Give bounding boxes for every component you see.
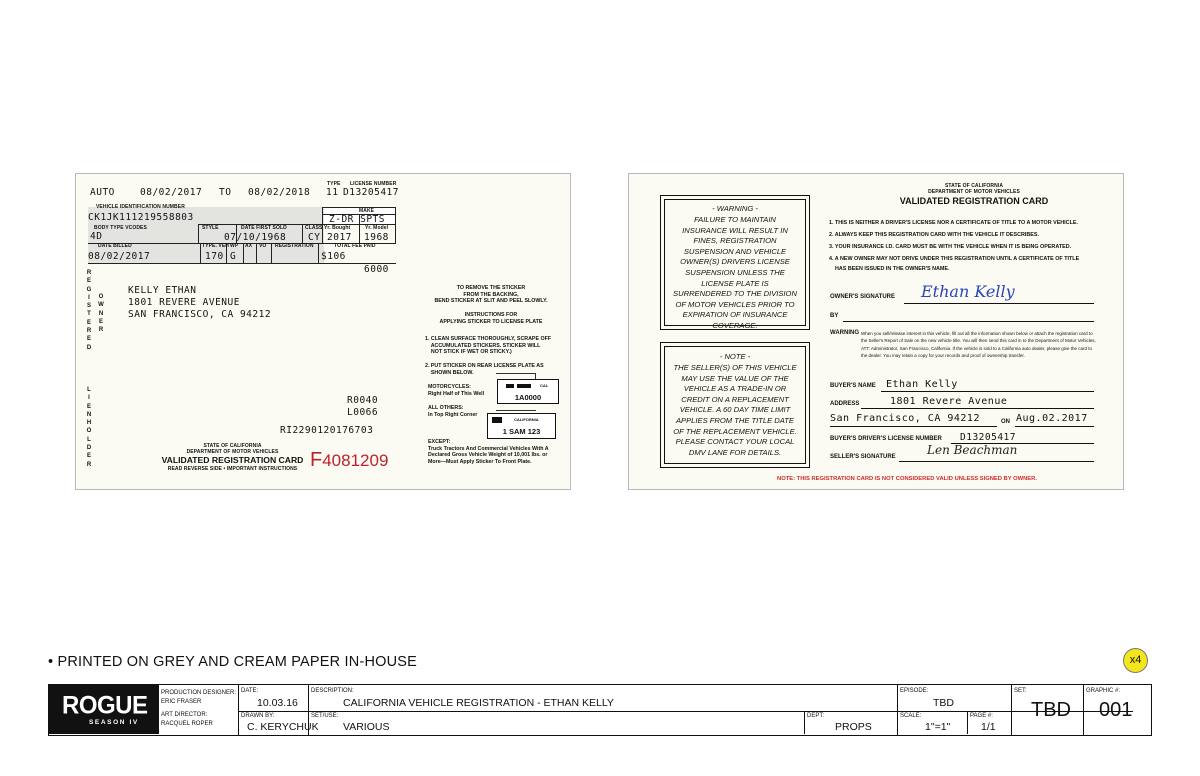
cell-divider [1083, 685, 1084, 735]
leader-line [496, 410, 536, 411]
production-designer-label: PRODUCTION DESIGNER: [161, 690, 237, 696]
drawn-by-value: C. KERYCHUK [247, 721, 319, 733]
yr-model-value: 1968 [364, 232, 389, 243]
body-type-label: BODY TYPE VCODES [94, 225, 147, 231]
note-title: - NOTE - [719, 352, 751, 361]
buyer-name: Ethan Kelly [886, 379, 958, 390]
grid-line [198, 224, 199, 243]
lienholder-vertical-label: L I E N H O L D E R [86, 387, 92, 468]
card-title: VALIDATED REGISTRATION CARD [161, 455, 304, 465]
quantity-badge: x4 [1123, 648, 1148, 673]
date-first-sold-value: 07/10/1968 [224, 232, 287, 243]
on-label: ON [1001, 419, 1010, 425]
graphic-label: GRAPHIC #: [1086, 688, 1121, 694]
set-use-value: VARIOUS [343, 721, 390, 733]
cell-divider [967, 711, 968, 734]
production-designer: ERIC FRASER [161, 699, 202, 705]
buyer-name-label: BUYER'S NAME [830, 383, 876, 389]
sticker-block [517, 384, 531, 388]
grid-line [88, 263, 396, 264]
grid-line [395, 207, 396, 243]
type-label: TYPE [327, 181, 341, 187]
dept-label: DEPARTMENT OF MOTOR VEHICLES [186, 449, 279, 455]
dept-label: DEPT: [807, 713, 825, 719]
sticker-block [492, 417, 502, 423]
validity-footer-note: NOTE: THIS REGISTRATION CARD IS NOT CONSIDERED VALID UNLESS SIGNED BY OWNER. [777, 476, 1037, 482]
wp-label: WP [230, 243, 239, 249]
owner-signature-line [904, 303, 1094, 304]
grid-line [243, 243, 244, 263]
cell-divider [897, 685, 898, 735]
valid-from-date: 08/02/2017 [140, 187, 203, 198]
scale-label: SCALE: [900, 713, 922, 719]
class-label: CLASS [305, 225, 323, 231]
registered-vertical-label: R E G I S T E R E D [86, 270, 92, 351]
episode-label: EPISODE: [900, 688, 929, 694]
scale-value: 1"=1" [925, 721, 951, 733]
rule-3: 3. YOUR INSURANCE I.D. CARD MUST BE WITH THE VEHICLE WHEN IT IS BEING OPERATED. [829, 244, 1072, 250]
set-label: SET: [1014, 688, 1027, 694]
state-label: STATE OF CALIFORNIA [203, 443, 262, 449]
yr-bought-value: 2017 [327, 232, 352, 243]
auto-plate-diagram [487, 413, 556, 439]
date-first-sold-label: DATE FIRST SOLD [241, 225, 287, 231]
art-director-label: ART DIRECTOR: [161, 712, 208, 718]
apply-instructions-heading: INSTRUCTIONS FOR APPLYING STICKER TO LICENSE PLATE [439, 312, 543, 325]
warning-paragraph: When you sell/release interest in this vehicle, fill out all the information shown below or attach the registration card to the Seller's Report of Sale on the new vehicle title. You will then send this card in to the Department of Motor Vehicles, ATT: Administrator, San Francisco, California. If the vehicle is sold to a California auto dealer, please give the card to the dealer. You may retain a copy for your records and proof of ownership transfer. [861, 331, 1096, 359]
cell-divider [1011, 685, 1012, 735]
total-fee-value: $106 [321, 251, 346, 262]
rule-1: 1. THIS IS NEITHER A DRIVER'S LICENSE NOR A CERTIFICATE OF TITLE TO A MOTOR VEHICLE. [829, 220, 1078, 226]
owner-street: 1801 REVERE AVENUE [128, 297, 240, 308]
card-subtitle: READ REVERSE SIDE • IMPORTANT INSTRUCTIONS [167, 466, 298, 472]
total-fee-label: TOTAL FEE PAID [334, 243, 376, 249]
except-instructions: EXCEPT: Truck Tractors And Commercial Vehicles With A Declared Gross Vehicle Weight of 10,001 lbs. or More—Must Apply Sticker To Front Plate. [428, 439, 549, 465]
auto-label: AUTO [90, 187, 115, 198]
code-r: R0040 [347, 395, 379, 406]
registration-card-front [75, 173, 571, 490]
title-block [48, 684, 1152, 736]
all-others-instructions: ALL OTHERS: In Top Right Corner [428, 405, 478, 418]
back-dept-label: DEPARTMENT OF MOTOR VEHICLES [928, 189, 1020, 195]
episode-value: TBD [933, 697, 954, 709]
warning-title: - WARNING - [712, 204, 758, 213]
vo-label: VO [259, 243, 267, 249]
registration-card-back [628, 173, 1124, 490]
description-value: CALIFORNIA VEHICLE REGISTRATION - ETHAN KELLY [343, 697, 614, 709]
license-value: D13205417 [343, 187, 399, 198]
step-2: 2. PUT STICKER ON REAR LICENSE PLATE AS SHOWN BELOW. [425, 363, 544, 376]
warning-text: FAILURE TO MAINTAIN INSURANCE WILL RESULT IN FINES, REGISTRATION SUSPENSION AND VEHICLE OWNER(S) DRIVERS LICENSE SUSPENSION UNLESS THE LICENSE PLATE IS SURRENDERED TO THE DIVISION OF MOTOR VEHICLES PRIOR TO EXPIRATION OF INSURANCE COVERAGE. [673, 215, 797, 330]
code-l: L0066 [347, 407, 379, 418]
license-label: LICENSE NUMBER [350, 181, 397, 187]
make-value: Z-DR SPTS [329, 214, 385, 225]
seller-signature-line [899, 461, 1094, 462]
owner-signature-label: OWNER'S SIGNATURE [830, 294, 895, 300]
owner-city: SAN FRANCISCO, CA 94212 [128, 309, 272, 320]
motorcycle-plate-diagram [497, 379, 559, 404]
city-line [830, 426, 997, 427]
type-veh-label: TYPE. VEH [202, 243, 230, 249]
registration-label: REGISTRATION [275, 243, 314, 249]
row-divider [238, 711, 1133, 712]
warning-box [660, 195, 810, 330]
sticker-block [506, 384, 514, 388]
leader-line [496, 373, 536, 374]
address-label: ADDRESS [830, 401, 860, 407]
set-value: TBD [1031, 699, 1071, 721]
to-label: TO [219, 187, 232, 198]
date-billed-value: 08/02/2017 [88, 251, 151, 262]
vin-value: CK1JK111219558803 [88, 212, 194, 223]
date-billed-label: DATE BILLED [98, 243, 132, 249]
date-value: 10.03.16 [257, 697, 298, 709]
weight-value: 6000 [364, 264, 389, 275]
moto-plate-state: CAL [540, 383, 549, 388]
yr-model-label: Yr. Model [365, 225, 389, 231]
back-title: VALIDATED REGISTRATION CARD [899, 196, 1049, 206]
logo-sub: SEASON IV [89, 719, 139, 726]
serial-number [310, 449, 388, 472]
style-label: STYLE [202, 225, 219, 231]
cell-divider [238, 685, 239, 735]
valid-to-date: 08/02/2018 [248, 187, 311, 198]
address-line [861, 408, 1094, 409]
seller-signature-label: SELLER'S SIGNATURE [830, 454, 896, 460]
make-label: MAKE [359, 208, 375, 214]
serial-digits: 4081209 [322, 451, 389, 470]
serial-prefix: F [310, 449, 323, 471]
owner-signature: Ethan Kelly [921, 282, 1015, 301]
by-line [843, 321, 1094, 322]
wp-value: G [230, 251, 237, 262]
date-label: DATE: [241, 688, 259, 694]
dept-value: PROPS [835, 721, 872, 733]
auto-plate-number: 1 SAM 123 [502, 427, 541, 436]
sticker-removal-instructions: TO REMOVE THE STICKER FROM THE BACKING, BEND STICKER AT SLIT AND PEEL SLOWLY. [434, 285, 548, 305]
code-ri: RI2290120176703 [280, 425, 374, 436]
grid-line [318, 243, 319, 263]
buyer-license: D13205417 [960, 432, 1016, 443]
owner-name: KELLY ETHAN [128, 285, 197, 296]
by-label: BY [830, 313, 839, 319]
cell-divider [308, 685, 309, 735]
sale-date-line [1015, 426, 1094, 427]
grid-line [271, 243, 272, 263]
drawn-by-label: DRAWN BY: [241, 713, 275, 719]
art-director: RACQUEL ROPER [161, 721, 213, 727]
buyer-city: San Francisco, CA 94212 [830, 413, 980, 424]
step-1: 1. CLEAN SURFACE THOROUGHLY, SCRAPE OFF ACCUMULATED STICKERS. STICKER WILL NOT STICK IF WET OR STICKY.) [425, 336, 552, 356]
sale-date: Aug.02.2017 [1016, 413, 1088, 424]
vin-label: VEHICLE IDENTIFICATION NUMBER [96, 204, 185, 210]
graphic-value: 001 [1099, 699, 1133, 721]
buyer-address: 1801 Revere Avenue [890, 396, 1008, 407]
type-veh-value: 170 [205, 251, 224, 262]
motorcycles-instructions: MOTORCYCLES: Right Half of This Well [428, 384, 485, 397]
note-text: THE SELLER(S) OF THIS VEHICLE MAY USE THE VALUE OF THE VEHICLE AS A TRADE-IN OR CREDIT ON A REPLACEMENT VEHICLE. A 60 DAY TIME LIMIT APPLIES FROM THE TITLE DATE OF THE REPLACEMENT VEHICLE. PLEASE CONTACT YOUR LOCAL DMV LANE FOR DETAILS. [673, 363, 797, 457]
logo-main: ROGUE [62, 691, 148, 720]
auto-plate-state: CALIFORNIA [514, 417, 539, 422]
grid-line [256, 243, 257, 263]
rule-2: 2. ALWAYS KEEP THIS REGISTRATION CARD WITH THE VEHICLE IT DESCRIBES. [829, 232, 1039, 238]
set-use-label: SET/USE: [311, 713, 339, 719]
note-box [660, 342, 810, 468]
back-state-label: STATE OF CALIFORNIA [944, 183, 1004, 189]
warning-label: WARNING [830, 330, 859, 336]
rogue-logo [49, 685, 159, 734]
description-label: DESCRIPTION: [311, 688, 354, 694]
seller-signature: Len Beachman [927, 443, 1018, 457]
buyer-name-line [881, 391, 1094, 392]
grid-line [200, 243, 201, 263]
yr-bought-label: Yr. Bought [324, 225, 351, 231]
page-label: PAGE #: [970, 713, 993, 719]
type-value: 11 [326, 187, 339, 198]
page-value: 1/1 [981, 721, 996, 733]
cell-divider [804, 711, 805, 734]
class-value: CY [308, 232, 321, 243]
grid-line [302, 224, 303, 243]
print-note: • PRINTED ON GREY AND CREAM PAPER IN-HOUSE [48, 654, 418, 670]
ax-label: AX [245, 243, 253, 249]
body-type-value: 4D [90, 231, 103, 242]
moto-plate-number: 1A0000 [514, 393, 542, 402]
rule-4: 4. A NEW OWNER MAY NOT DRIVE UNDER THIS REGISTRATION UNTIL A CERTIFICATE OF TITLE HAS BEEN ISSUED IN THE OWNER'S NAME. [829, 256, 1080, 272]
buyer-license-label: BUYER'S DRIVER'S LICENSE NUMBER [830, 436, 942, 442]
owner-vertical-label: O W N E R [98, 294, 104, 334]
